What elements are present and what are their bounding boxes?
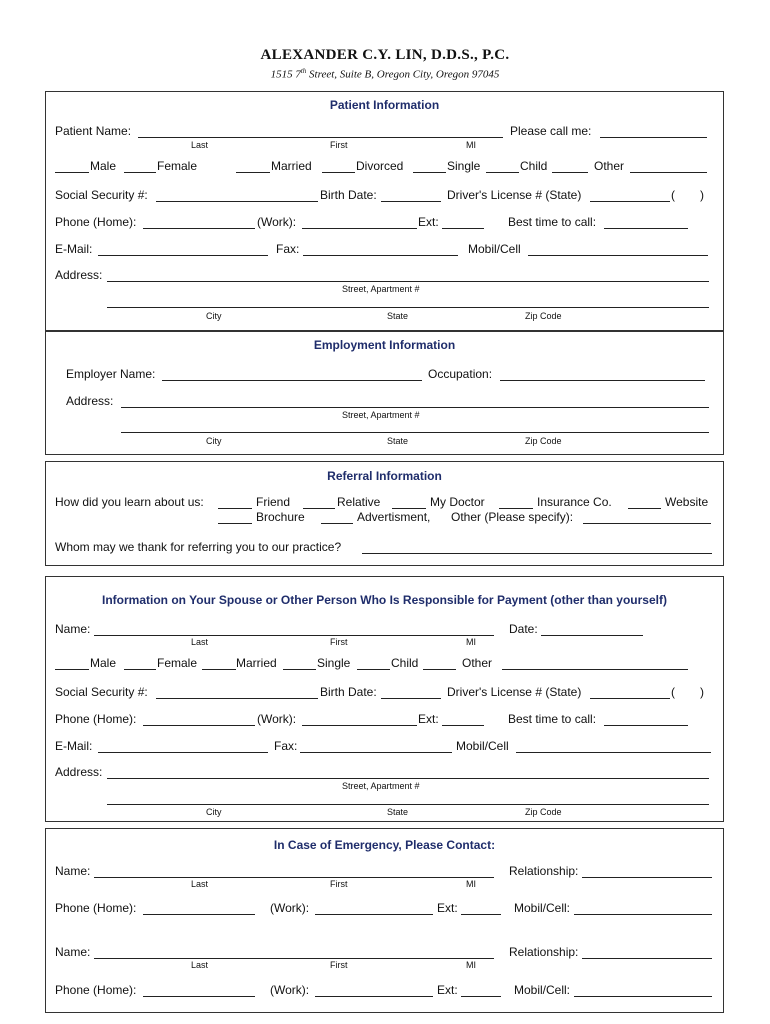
spouse-ext-label: Ext: — [418, 712, 439, 726]
dl-state-close: ) — [700, 188, 704, 202]
spouse-first-caption: First — [330, 637, 348, 647]
emergency-work-label-1: (Work): — [270, 901, 310, 915]
spouse-dl-field[interactable] — [590, 698, 670, 699]
emergency-last-caption-1: Last — [191, 879, 209, 889]
spouse-birth-date-field[interactable] — [381, 698, 441, 699]
emergency-work-label-2: (Work): — [270, 983, 310, 997]
patient-name-field[interactable] — [138, 137, 503, 138]
insurance-checkbox-line[interactable] — [499, 508, 533, 509]
fax-field[interactable] — [303, 255, 458, 256]
emergency-phone-home-field-2[interactable] — [143, 996, 255, 997]
spouse-state-caption: State — [387, 807, 409, 817]
employer-name-field[interactable] — [162, 380, 422, 381]
friend-checkbox-line[interactable] — [218, 508, 252, 509]
emergency-name-label-1: Name: — [55, 864, 91, 878]
work-label: (Work): — [257, 215, 297, 229]
zip-caption: Zip Code — [525, 311, 562, 321]
spouse-ssn-label: Social Security #: — [55, 685, 148, 699]
emergency-first-caption-1: First — [330, 879, 348, 889]
spouse-street-caption: Street, Apartment # — [342, 781, 420, 791]
emergency-name-field-1[interactable] — [94, 877, 494, 878]
brochure-label: Brochure — [256, 510, 305, 524]
spouse-phone-home-field[interactable] — [143, 725, 255, 726]
drivers-license-label: Driver's License # (State) — [447, 188, 582, 202]
employer-address-label: Address: — [66, 394, 114, 408]
ext-field[interactable] — [442, 228, 484, 229]
mobil-label: Mobil/Cell — [468, 242, 521, 256]
referral-info-section — [45, 461, 724, 566]
work-phone-field[interactable] — [302, 228, 417, 229]
spouse-married-line[interactable] — [202, 669, 236, 670]
city-caption: City — [206, 311, 222, 321]
mobil-field[interactable] — [528, 255, 708, 256]
spouse-email-field[interactable] — [98, 752, 268, 753]
child-extra-line[interactable] — [552, 172, 588, 173]
advertisment-checkbox-line[interactable] — [321, 523, 353, 524]
ssn-field[interactable] — [156, 201, 318, 202]
other-specify-field[interactable] — [583, 523, 711, 524]
other-status-field[interactable] — [630, 172, 707, 173]
emergency-mobil-field-1[interactable] — [574, 914, 712, 915]
married-checkbox-line[interactable] — [236, 172, 270, 173]
website-label: Website — [665, 495, 709, 509]
spouse-last-caption: Last — [191, 637, 209, 647]
spouse-address-label: Address: — [55, 765, 103, 779]
child-label: Child — [520, 159, 548, 173]
spouse-single-label: Single — [317, 656, 351, 670]
emergency-mi-caption-2: MI — [466, 960, 476, 970]
relationship-label-1: Relationship: — [509, 864, 579, 878]
state-caption: State — [387, 311, 409, 321]
emergency-name-label-2: Name: — [55, 945, 91, 959]
married-label: Married — [271, 159, 312, 173]
thank-referrer-label: Whom may we thank for referring you to our practice? — [55, 540, 342, 554]
my-doctor-checkbox-line[interactable] — [392, 508, 426, 509]
spouse-ext-field[interactable] — [442, 725, 484, 726]
employment-info-section — [45, 331, 724, 455]
practice-name: ALEXANDER C.Y. LIN, D.D.S., P.C. — [260, 47, 510, 63]
brochure-checkbox-line[interactable] — [218, 523, 252, 524]
employer-state-caption: State — [387, 436, 409, 446]
spouse-city-field[interactable] — [107, 804, 709, 805]
spouse-male-line[interactable] — [55, 669, 89, 670]
emergency-first-caption-2: First — [330, 960, 348, 970]
spouse-ssn-field[interactable] — [156, 698, 318, 699]
occupation-field[interactable] — [500, 380, 705, 381]
ext-label: Ext: — [418, 215, 439, 229]
spouse-best-time-field[interactable] — [604, 725, 688, 726]
emergency-work-field-1[interactable] — [315, 914, 433, 915]
insurance-label: Insurance Co. — [537, 495, 612, 509]
spouse-info-section — [45, 576, 724, 822]
female-label: Female — [157, 159, 198, 173]
thank-referrer-field[interactable] — [362, 553, 712, 554]
last-caption: Last — [191, 140, 209, 150]
fax-label: Fax: — [276, 242, 300, 256]
single-checkbox-line[interactable] — [413, 172, 446, 173]
spouse-phone-home-label: Phone (Home): — [55, 712, 137, 726]
emergency-phone-home-label-1: Phone (Home): — [55, 901, 137, 915]
please-call-field[interactable] — [600, 137, 707, 138]
employment-section-title: Employment Information — [313, 338, 456, 352]
advertisment-label: Advertisment, — [357, 510, 431, 524]
emergency-last-caption-2: Last — [191, 960, 209, 970]
best-time-field[interactable] — [604, 228, 688, 229]
referral-section-title: Referral Information — [327, 469, 442, 483]
emergency-mi-caption-1: MI — [466, 879, 476, 889]
patient-info-section — [45, 91, 724, 331]
spouse-work-field[interactable] — [302, 725, 417, 726]
friend-label: Friend — [256, 495, 291, 509]
please-call-label: Please call me: — [510, 124, 592, 138]
other-specify-label: Other (Please specify): — [451, 510, 574, 524]
relationship-field-1[interactable] — [582, 877, 712, 878]
spouse-best-time-label: Best time to call: — [508, 712, 597, 726]
first-caption: First — [330, 140, 348, 150]
patient-section-title: Patient Information — [329, 98, 440, 112]
spouse-other-label: Other — [462, 656, 493, 670]
emergency-phone-home-field-1[interactable] — [143, 914, 255, 915]
emergency-contact-section — [45, 828, 724, 1013]
spouse-date-field[interactable] — [541, 635, 643, 636]
emergency-name-field-2[interactable] — [94, 958, 494, 959]
website-checkbox-line[interactable] — [628, 508, 661, 509]
child-checkbox-line[interactable] — [486, 172, 519, 173]
employer-name-label: Employer Name: — [66, 367, 156, 381]
address-city-field[interactable] — [107, 307, 709, 308]
spouse-fax-label: Fax: — [274, 739, 298, 753]
relationship-field-2[interactable] — [582, 958, 712, 959]
spouse-dl-label: Driver's License # (State) — [447, 685, 582, 699]
practice-address: 1515 7th Street, Suite B, Oregon City, Oregon 97045 — [270, 67, 500, 81]
phone-home-field[interactable] — [143, 228, 255, 229]
spouse-single-line[interactable] — [283, 669, 316, 670]
ssn-label: Social Security #: — [55, 188, 148, 202]
male-label: Male — [90, 159, 117, 173]
other-label: Other — [594, 159, 625, 173]
street-caption: Street, Apartment # — [342, 284, 420, 294]
emergency-ext-field-1[interactable] — [461, 914, 501, 915]
emergency-work-field-2[interactable] — [315, 996, 433, 997]
employer-city-caption: City — [206, 436, 222, 446]
spouse-street-field[interactable] — [107, 778, 709, 779]
spouse-date-label: Date: — [509, 622, 538, 636]
patient-name-label: Patient Name: — [55, 124, 132, 138]
spouse-mobil-label: Mobil/Cell — [456, 739, 509, 753]
spouse-name-label: Name: — [55, 622, 91, 636]
spouse-child-line[interactable] — [357, 669, 390, 670]
relative-label: Relative — [337, 495, 381, 509]
spouse-mi-caption: MI — [466, 637, 476, 647]
spouse-email-label: E-Mail: — [55, 739, 93, 753]
employer-zip-caption: Zip Code — [525, 436, 562, 446]
male-checkbox-line[interactable] — [55, 172, 89, 173]
single-label: Single — [447, 159, 481, 173]
spouse-child-label: Child — [391, 656, 419, 670]
address-street-field[interactable] — [107, 281, 709, 282]
spouse-married-label: Married — [236, 656, 277, 670]
emergency-ext-label-1: Ext: — [437, 901, 458, 915]
my-doctor-label: My Doctor — [430, 495, 485, 509]
email-field[interactable] — [98, 255, 268, 256]
divorced-checkbox-line[interactable] — [322, 172, 355, 173]
email-label: E-Mail: — [55, 242, 93, 256]
spouse-city-caption: City — [206, 807, 222, 817]
best-time-label: Best time to call: — [508, 215, 597, 229]
mi-caption: MI — [466, 140, 476, 150]
spouse-male-label: Male — [90, 656, 117, 670]
spouse-dl-open: ( — [671, 685, 675, 699]
spouse-female-line[interactable] — [124, 669, 156, 670]
referral-question: How did you learn about us: — [55, 495, 204, 509]
employer-street-field[interactable] — [121, 407, 709, 408]
emergency-phone-home-label-2: Phone (Home): — [55, 983, 137, 997]
phone-home-label: Phone (Home): — [55, 215, 137, 229]
spouse-work-label: (Work): — [257, 712, 297, 726]
spouse-fax-field[interactable] — [300, 752, 452, 753]
emergency-mobil-label-2: Mobil/Cell: — [514, 983, 571, 997]
spouse-birth-date-label: Birth Date: — [320, 685, 377, 699]
spouse-section-title: Information on Your Spouse or Other Person Who Is Responsible for Payment (other than yourself) — [102, 593, 667, 607]
spouse-zip-caption: Zip Code — [525, 807, 562, 817]
dl-state-open: ( — [671, 188, 675, 202]
birth-date-label: Birth Date: — [320, 188, 377, 202]
spouse-mobil-field[interactable] — [516, 752, 711, 753]
occupation-label: Occupation: — [428, 367, 493, 381]
spouse-child-extra-line[interactable] — [423, 669, 456, 670]
birth-date-field[interactable] — [381, 201, 441, 202]
employer-street-caption: Street, Apartment # — [342, 410, 420, 420]
relationship-label-2: Relationship: — [509, 945, 579, 959]
divorced-label: Divorced — [356, 159, 404, 173]
female-checkbox-line[interactable] — [124, 172, 156, 173]
spouse-other-field[interactable] — [502, 669, 688, 670]
emergency-mobil-field-2[interactable] — [574, 996, 712, 997]
employer-city-field[interactable] — [121, 432, 709, 433]
emergency-ext-field-2[interactable] — [461, 996, 501, 997]
drivers-license-field[interactable] — [590, 201, 670, 202]
emergency-mobil-label-1: Mobil/Cell: — [514, 901, 571, 915]
emergency-section-title: In Case of Emergency, Please Contact: — [273, 838, 496, 852]
address-label: Address: — [55, 268, 103, 282]
spouse-dl-close: ) — [700, 685, 704, 699]
emergency-ext-label-2: Ext: — [437, 983, 458, 997]
relative-checkbox-line[interactable] — [303, 508, 335, 509]
spouse-name-field[interactable] — [94, 635, 494, 636]
spouse-female-label: Female — [157, 656, 198, 670]
